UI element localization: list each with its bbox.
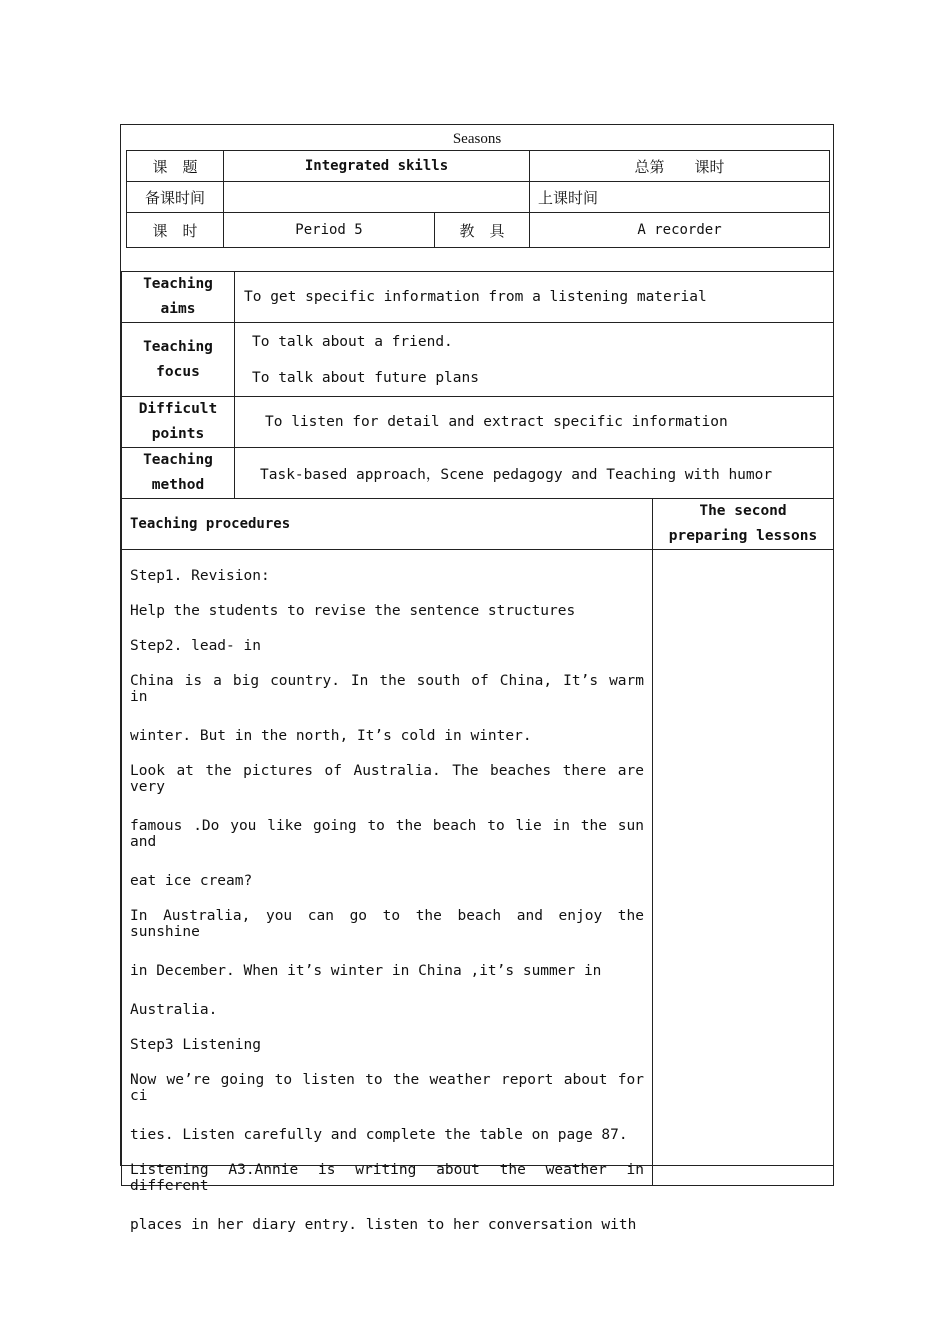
- aims-text: To get specific information from a listening material: [235, 272, 834, 323]
- procedure-line: In Australia, you can go to the beach and enjoy the sunshine: [130, 908, 644, 940]
- teaching-aids-label: 教 具: [435, 213, 530, 248]
- procedure-line: Now we’re going to listen to the weather report about for ci: [130, 1072, 644, 1104]
- lesson-plan-frame: [120, 124, 834, 1233]
- procedure-line: Step3 Listening: [130, 1037, 261, 1053]
- focus-line-2: To talk about future plans: [252, 369, 479, 386]
- method-label: Teaching method: [122, 448, 235, 499]
- total-lesson-label: 总第 课时: [530, 151, 830, 182]
- period-label: 课 时: [127, 213, 224, 248]
- procedure-line: places in her diary entry. listen to her conversation with: [130, 1217, 637, 1233]
- procedure-line: ties. Listen carefully and complete the table on page 87.: [130, 1127, 628, 1143]
- procedure-line: winter. But in the north, It’s cold in winter.: [130, 728, 532, 744]
- method-text: Task-based approach，Scene pedagogy and Teaching with humor: [235, 448, 834, 499]
- second-preparing-heading: The second preparing lessons: [653, 499, 834, 550]
- procedure-line: Listening A3.Annie is writing about the weather in different: [130, 1162, 644, 1194]
- period-value: Period 5: [224, 213, 435, 248]
- second-preparing-body: [653, 550, 834, 1186]
- procedures-heading: Teaching procedures: [122, 499, 653, 550]
- procedure-line: Help the students to revise the sentence structures: [130, 603, 576, 619]
- document-title: Seasons: [452, 131, 502, 147]
- subject-label: 课 题: [127, 151, 224, 182]
- header-table: [126, 150, 830, 248]
- teaching-aids-value: A recorder: [530, 213, 830, 248]
- procedures-body: [122, 550, 653, 1233]
- difficult-text: To listen for detail and extract specific information: [235, 397, 834, 448]
- procedure-line: China is a big country. In the south of China, It’s warm in: [130, 673, 644, 705]
- lesson-table: [121, 271, 834, 1233]
- subject-value: Integrated skills: [224, 151, 530, 182]
- procedure-line: Step2. lead- in: [130, 638, 261, 654]
- focus-text: [235, 323, 834, 397]
- prep-time-label: 备课时间: [127, 182, 224, 213]
- procedure-line: Look at the pictures of Australia. The beaches there are very: [130, 763, 644, 795]
- difficult-label: Difficult points: [122, 397, 235, 448]
- focus-label: Teaching focus: [122, 323, 235, 397]
- prep-time-value: [224, 182, 530, 213]
- class-time-label: 上课时间: [530, 182, 830, 213]
- aims-label: Teaching aims: [122, 272, 235, 323]
- procedure-line: famous .Do you like going to the beach to lie in the sun and: [130, 818, 644, 850]
- procedure-line: in December. When it’s winter in China ,it’s summer in: [130, 963, 602, 979]
- procedure-line: Australia.: [130, 1002, 218, 1018]
- procedure-line: eat ice cream?: [130, 873, 253, 889]
- procedure-line: Step1. Revision:: [130, 568, 270, 584]
- focus-line-1: To talk about a friend.: [252, 333, 453, 350]
